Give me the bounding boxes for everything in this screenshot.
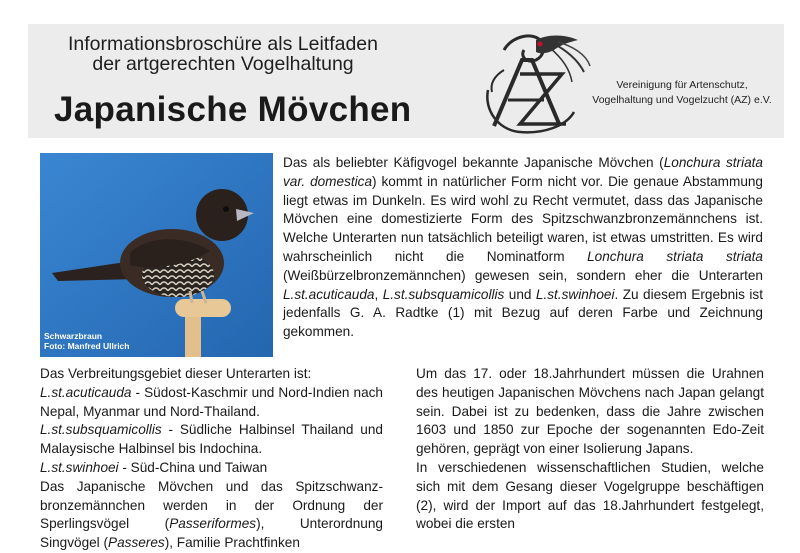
studies-paragraph: In verschiedenen wissenschaftlichen Studien, welche sich mit dem Gesang dieser Vogelgruppe beschäftigen (2), wird der Import auf das 18.Jahrhundert festgelegt, wobei die ersten [416, 459, 764, 532]
finch-illustration-icon [40, 153, 273, 357]
subtitle-line-2: der artgerechten Vogelhaltung [92, 53, 354, 75]
header-banner [28, 24, 784, 138]
subspecies-subsquamicollis: L.st.subsquamicollis - Südliche Halbinsel Thailand und Malaysische Halbinsel bis Indochina. [40, 422, 383, 457]
org-line-2: Vogelhaltung und Vogelzucht (AZ) e.V. [592, 94, 772, 106]
az-logo-icon [474, 30, 594, 136]
intro-paragraph: Das als beliebter Käfigvogel bekannte Japanische Mövchen (Lonchura striata var. domestica) kommt in natürlicher Form nicht vor. Die genaue Abstammung liegt etwas im Dunkeln. Es wird wohl zu Recht vermutet, dass das Japanische Mövchen eine domestizierte Form des Spitzschwanzbronzemännchens ist. Welche Unterarten nun tatsächlich beteiligt waren, ist etwas umstritten. Es wird wahrscheinlich nicht die Nominatform Lonchura striata striata (Weißbürzelbronzemännchen) gewesen sein, sondern eher die Unterarten L.st.acuticauda, L.st.subsquamicollis und L.st.swinhoei. Zu diesem Ergebnis ist jedenfalls G. A. Radtke (1) mit Bezug auf deren Farbe und Zeichnung gekommen. [283, 155, 763, 340]
caption-color: Schwarzbraun [44, 331, 103, 341]
subspecies-swinhoei: L.st.swinhoei - Süd-China und Taiwan [40, 459, 268, 475]
page-title: Japanische Mövchen [54, 90, 412, 129]
taxonomy-paragraph: Das Japanische Mövchen und das Spitzschwanz-bronzemännchen werden in der Ordnung der Sperlingsvögel (Passeriformes), Unterordnung Singvögel (Passeres), Familie Prachtfinken [40, 478, 383, 551]
photo-caption [44, 331, 129, 351]
bird-photo [40, 153, 273, 357]
subspecies-acuticauda: L.st.acuticauda - Südost-Kaschmir und Nord-Indien nach Nepal, Myanmar und Nord-Thailand. [40, 384, 383, 419]
left-column [40, 365, 383, 553]
org-line-1: Vereinigung für Artenschutz, [616, 79, 748, 91]
caption-credit: Foto: Manfred Ullrich [44, 341, 130, 351]
brochure-subtitle [28, 34, 418, 74]
right-column [416, 365, 764, 534]
subtitle-line-1: Informationsbroschüre als Leitfaden [67, 33, 378, 55]
organization-name [584, 78, 780, 108]
distribution-heading: Das Verbreitungsgebiet dieser Unterarten ist: [40, 366, 312, 381]
history-paragraph: Um das 17. oder 18.Jahrhundert müssen die Urahnen des heutigen Japanischen Mövchens nach Japan gelangt sein. Dabei ist zu bedenken, dass die Jahre zwischen 1603 und 1850 zur Epoche der sogenannten Edo-Zeit gehören, geprägt von einer Isolierung Japans. [416, 366, 764, 457]
